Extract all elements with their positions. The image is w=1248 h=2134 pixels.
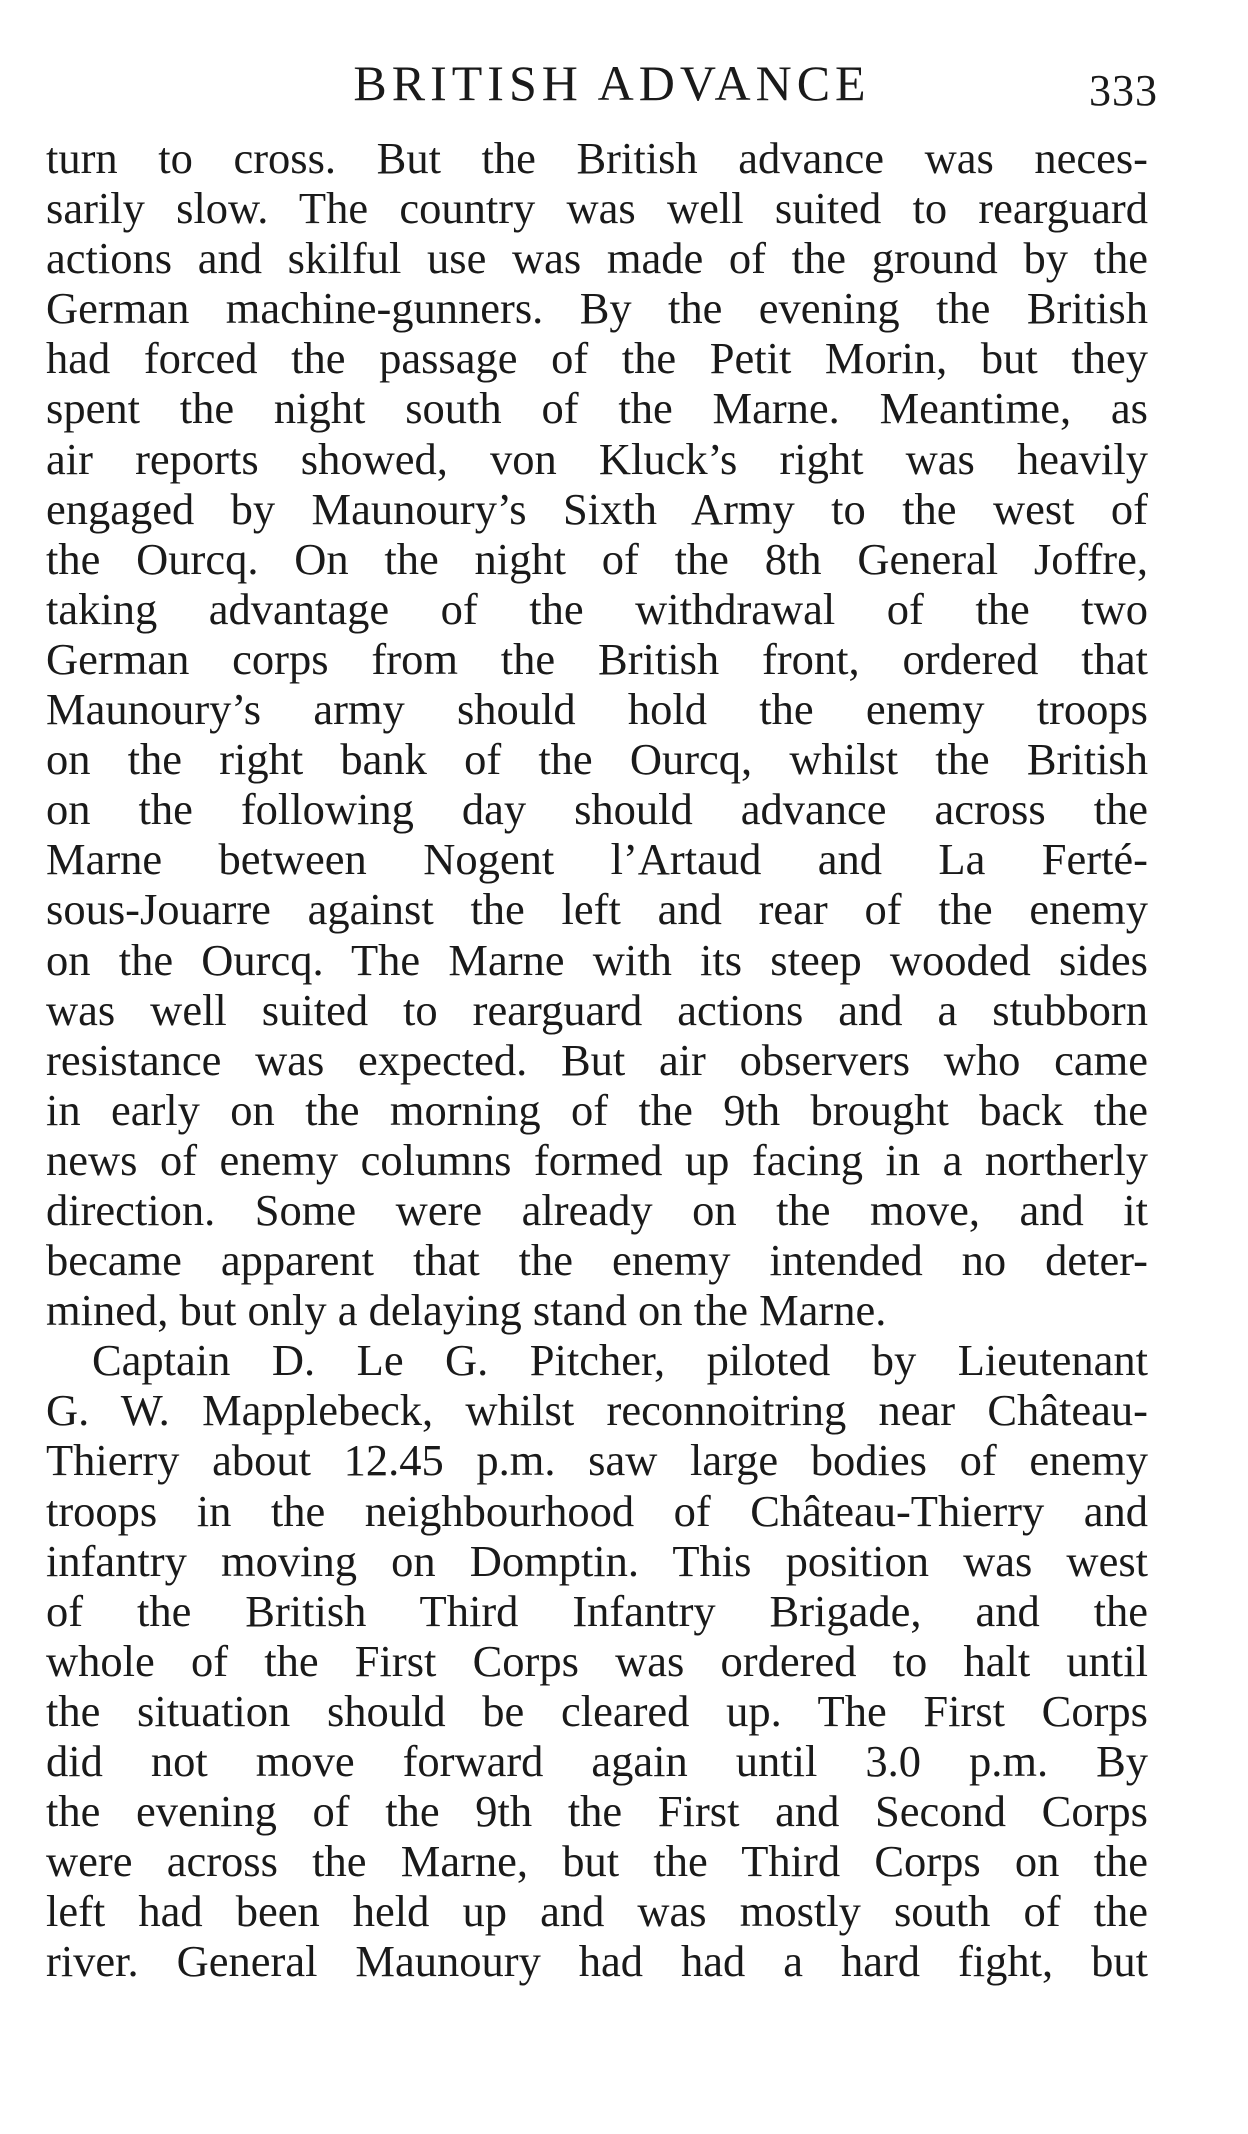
text-line: whole of the First Corps was ordered to halt until [46,1635,1148,1686]
text-line: sarily slow. The country was well suited to rearguard [46,183,1148,234]
text-line: Captain D. Le G. Pitcher, piloted by Lieutenant [92,1335,1148,1386]
text-line: did not move forward again until 3.0 p.m. By [46,1736,1148,1786]
text-line: direction. Some were already on the move, and it [46,1184,1148,1235]
text-line: was well suited to rearguard actions and a stubborn [46,984,1148,1035]
text-line: on the right bank of the Ourcq, whilst the British [46,734,1148,785]
running-head [46,48,1158,118]
text-line: river. General Maunoury had had a hard fight, but [46,1936,1148,1987]
text-line: had forced the passage of the Petit Morin, but they [46,333,1148,384]
body-text [46,133,1148,1986]
text-line: Thierry about 12.45 p.m. saw large bodies of enemy [46,1435,1148,1486]
text-line: on the following day should advance across the [46,784,1148,835]
text-line: German corps from the British front, ordered that [46,633,1148,684]
page-number: 333 [1089,66,1158,115]
text-line: troops in the neighbourhood of Château-Thierry and [46,1485,1148,1536]
text-line: the situation should be cleared up. The First Corps [46,1685,1148,1736]
text-line: sous-Jouarre against the left and rear of the enemy [46,884,1148,935]
text-line: taking advantage of the withdrawal of the two [46,583,1148,634]
text-line: Marne between Nogent l’Artaud and La Ferté- [46,834,1148,885]
text-line: mined, but only a delaying stand on the Marne. [46,1285,887,1336]
text-line: the Ourcq. On the night of the 8th General Joffre, [46,533,1148,584]
text-line: German machine-gunners. By the evening the British [46,283,1148,334]
text-line: became apparent that the enemy intended no deter- [46,1235,1148,1286]
text-line: of the British Third Infantry Brigade, and the [46,1585,1148,1636]
text-line: were across the Marne, but the Third Corps on the [46,1836,1148,1887]
text-line: news of enemy columns formed up facing in a northerly [46,1134,1148,1185]
text-line: left had been held up and was mostly south of the [46,1886,1148,1937]
text-line: infantry moving on Domptin. This position was west [46,1535,1148,1586]
text-line: on the Ourcq. The Marne with its steep wooded sides [46,934,1148,985]
text-line: in early on the morning of the 9th brought back the [46,1084,1148,1135]
text-line: Maunoury’s army should hold the enemy troops [46,684,1148,735]
text-line: engaged by Maunoury’s Sixth Army to the west of [46,483,1148,534]
text-line: G. W. Mapplebeck, whilst reconnoitring near Château- [46,1385,1148,1436]
text-line: actions and skilful use was made of the ground by the [46,233,1148,284]
running-title: BRITISH ADVANCE [353,55,871,111]
text-line: air reports showed, von Kluck’s right was heavily [46,433,1148,484]
text-line: the evening of the 9th the First and Second Corps [46,1786,1148,1837]
text-line: turn to cross. But the British advance was neces- [46,133,1148,183]
text-line: resistance was expected. But air observers who came [46,1034,1148,1085]
text-line: spent the night south of the Marne. Meantime, as [46,383,1148,434]
